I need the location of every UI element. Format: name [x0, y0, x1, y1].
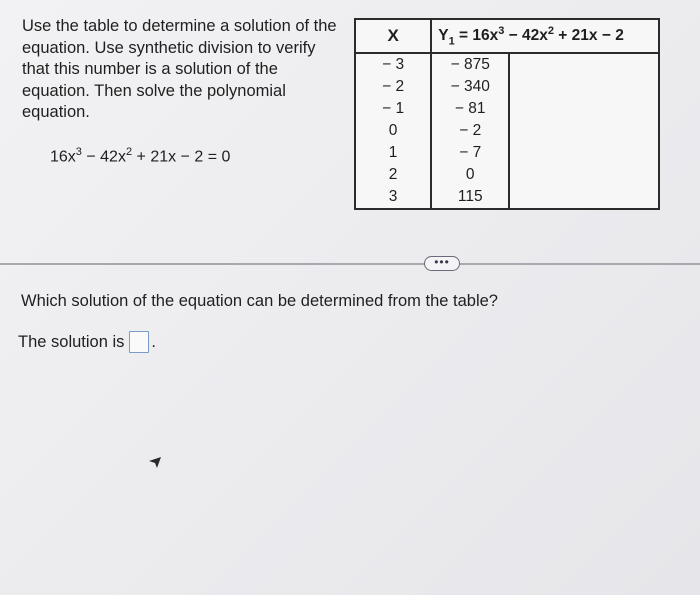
y-header-term-b: − 42x — [504, 27, 548, 45]
x-value-cell: 3 — [388, 188, 398, 205]
y-column-header — [431, 19, 659, 53]
values-table — [354, 18, 660, 210]
y-header-exp-b: 2 — [547, 24, 554, 37]
x-values-column — [355, 53, 431, 209]
y-header-prefix: Y — [438, 27, 449, 45]
y-header-term-c: + 21x − 2 — [554, 27, 624, 45]
equation-exp-a: 3 — [75, 146, 82, 158]
question-text: Which solution of the equation can be determined from the table? — [21, 292, 498, 310]
x-column-header: X — [355, 19, 431, 53]
answer-row — [18, 331, 156, 353]
y-value-cell: − 2 — [459, 122, 482, 139]
x-value-cell: − 2 — [382, 78, 405, 95]
instructions-text: Use the table to determine a solution of the equation. Use synthetic division to verify that this number is a solution of the equation. Then solve the polynomial equation. — [22, 17, 337, 121]
y-header-exp-a: 3 — [498, 24, 505, 37]
equation-term-b: − 42x — [81, 148, 126, 166]
y-value-cell: − 7 — [459, 144, 482, 161]
x-value-cell: − 1 — [382, 100, 405, 117]
y-header-sub: 1 — [448, 35, 455, 48]
equation-term-a: 16x — [50, 148, 76, 166]
y-values-column — [431, 53, 659, 209]
y-value-cell: 0 — [465, 166, 475, 183]
y-value-cell: − 340 — [450, 78, 490, 95]
solution-input[interactable] — [129, 331, 149, 353]
y-value-cell: 115 — [457, 188, 483, 205]
section-divider — [0, 263, 700, 265]
equation-term-c: + 21x − 2 = 0 — [132, 148, 231, 166]
y-header-term-a: = 16x — [454, 27, 499, 45]
polynomial-equation — [50, 146, 230, 166]
answer-suffix: . — [151, 332, 156, 351]
x-value-cell: 2 — [388, 166, 398, 183]
expand-more-button[interactable]: ••• — [424, 256, 460, 271]
x-value-cell: 0 — [388, 122, 398, 139]
y-value-cell: − 81 — [454, 100, 486, 117]
y-value-cell: − 875 — [450, 56, 490, 73]
x-value-cell: − 3 — [382, 56, 405, 73]
equation-exp-b: 2 — [125, 146, 133, 158]
answer-label: The solution is — [18, 332, 125, 351]
mouse-pointer-icon — [148, 455, 162, 469]
x-value-cell: 1 — [388, 144, 398, 161]
table-blank-area — [510, 54, 658, 208]
